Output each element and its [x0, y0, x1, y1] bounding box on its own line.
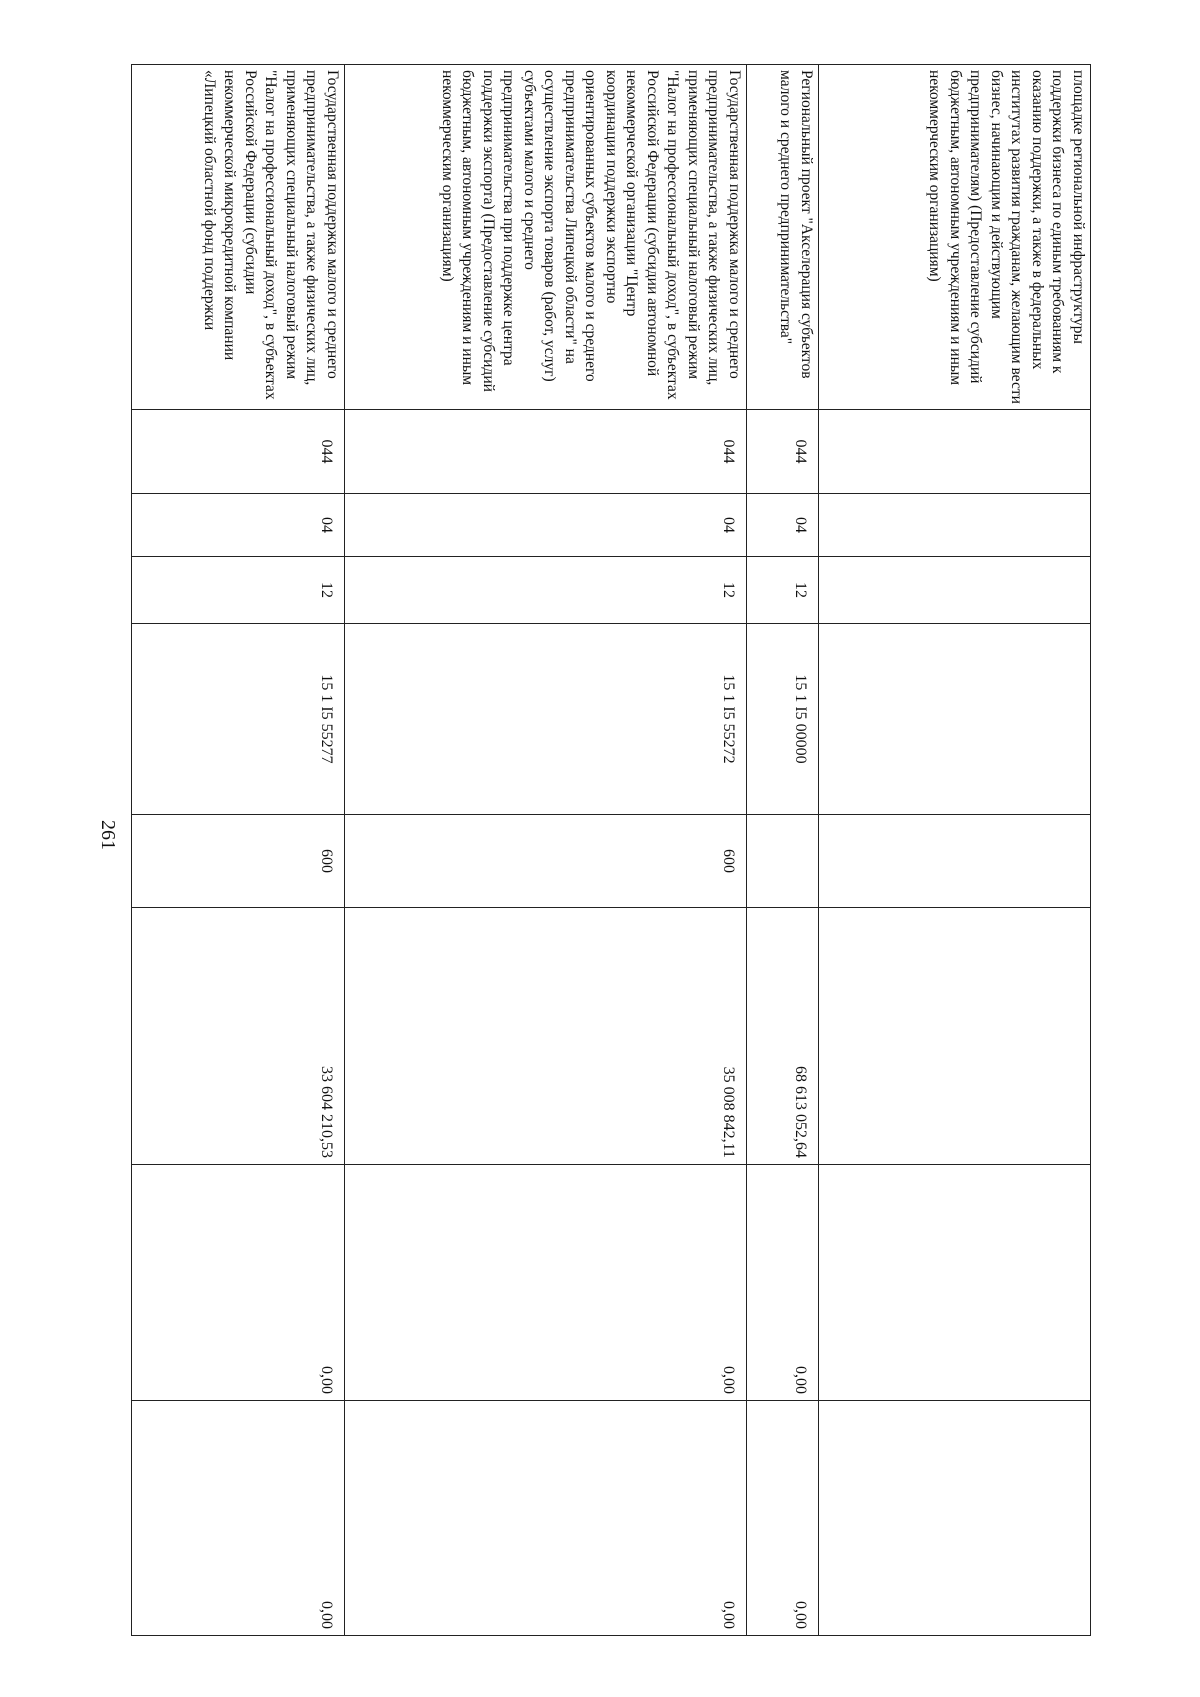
- amount-year-3: 0,00: [345, 1401, 747, 1636]
- expense-type-code: [747, 815, 819, 908]
- section-code: 04: [345, 494, 747, 557]
- admin-code: [819, 410, 1091, 494]
- section-code: [819, 494, 1091, 557]
- expense-type-code: 600: [345, 815, 747, 908]
- admin-code: 044: [345, 410, 747, 494]
- target-code: 15 1 I5 55277: [132, 624, 345, 815]
- row-description: площадке региональной инфраструктуры поддержки бизнеса по единым требованиям к оказанию поддержки, а также в федеральных институтах развития гражданам, желающим вести бизнес, начинающим и действующим предпринимателям) (Предоставление субсидий бюджетным, автономным учреждениям и иным некоммерческим организациям): [819, 65, 1091, 410]
- section-code: 04: [132, 494, 345, 557]
- page-number: 261: [97, 820, 119, 850]
- subsection-code: 12: [345, 557, 747, 624]
- table-row: [132, 65, 345, 1636]
- expense-type-code: [819, 815, 1091, 908]
- table-row: [819, 65, 1091, 1636]
- expense-type-code: 600: [132, 815, 345, 908]
- section-code: 04: [747, 494, 819, 557]
- admin-code: 044: [747, 410, 819, 494]
- table-row: [747, 65, 819, 1636]
- row-description: Региональный проект "Акселерация субъектов малого и среднего предпринимательства": [747, 65, 819, 410]
- target-code: 15 1 I5 55272: [345, 624, 747, 815]
- amount-year-2: 0,00: [345, 1165, 747, 1401]
- table-row: [345, 65, 747, 1636]
- subsection-code: 12: [132, 557, 345, 624]
- amount-year-2: 0,00: [747, 1165, 819, 1401]
- subsection-code: [819, 557, 1091, 624]
- amount: 33 604 210,53: [132, 908, 345, 1165]
- amount-year-2: [819, 1165, 1091, 1401]
- subsection-code: 12: [747, 557, 819, 624]
- amount: 68 613 052,64: [747, 908, 819, 1165]
- rotated-table-container: [132, 64, 1091, 1635]
- amount: 35 008 842,11: [345, 908, 747, 1165]
- target-code: [819, 624, 1091, 815]
- target-code: 15 1 I5 00000: [747, 624, 819, 815]
- budget-table: [131, 64, 1091, 1636]
- admin-code: 044: [132, 410, 345, 494]
- amount: [819, 908, 1091, 1165]
- amount-year-3: [819, 1401, 1091, 1636]
- amount-year-3: 0,00: [747, 1401, 819, 1636]
- amount-year-3: 0,00: [132, 1401, 345, 1636]
- row-description: Государственная поддержка малого и среднего предпринимательства, а также физических лиц, применяющих специальный налоговый режим "Налог на профессиональный доход", в субъектах Российской Федерации (субсидии автономной некоммерческой организации "Центр координации поддержки экспортно ориентированных субъектов малого и среднего предпринимательства Липецкой области" на осуществление экспорта товаров (работ, услуг) субъектами малого и среднего предпринимательства при поддержке центра поддержки экспорта) (Предоставление субсидий бюджетным, автономным учреждениям и иным некоммерческим организациям): [345, 65, 747, 410]
- row-description: Государственная поддержка малого и среднего предпринимательства, а также физических лиц, применяющих специальный налоговый режим "Налог на профессиональный доход", в субъектах Российской Федерации (субсидии некоммерческой микрокредитной компании «Липецкий областной фонд поддержки: [132, 65, 345, 410]
- amount-year-2: 0,00: [132, 1165, 345, 1401]
